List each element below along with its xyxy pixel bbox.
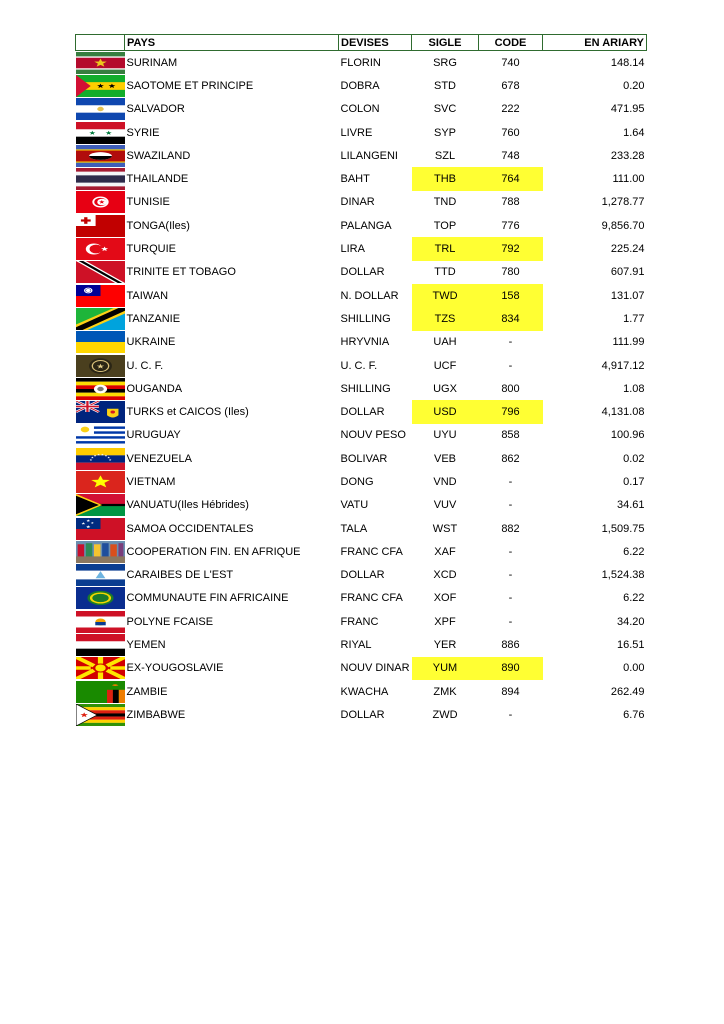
ariary-cell: 6.76: [623, 708, 645, 721]
flag-cell: [76, 284, 125, 307]
table-row: [76, 354, 647, 377]
ariary-cell: 1.77: [623, 312, 645, 325]
flag-cell: [76, 354, 125, 377]
sigle-cell: ZMK: [433, 685, 457, 698]
table-row: [76, 98, 647, 121]
sigle-cell: SRG: [433, 56, 457, 69]
sigle-cell: XAF: [434, 545, 456, 558]
sigle-cell: YUM: [412, 657, 479, 680]
flag-cell: [76, 447, 125, 470]
table-row: [76, 331, 647, 354]
currency-cell: HRYVNIA: [340, 336, 390, 349]
table-row: [76, 74, 647, 97]
flag-cell: [76, 610, 125, 633]
table-row: [76, 191, 647, 214]
ariary-cell: 34.20: [616, 615, 645, 628]
country-cell: TONGA(Iles): [126, 219, 190, 232]
code-cell: 764: [479, 167, 543, 190]
table-row: [76, 470, 647, 493]
table-row: [76, 633, 647, 656]
country-cell: U. C. F.: [126, 359, 164, 372]
table-row: [76, 237, 647, 260]
currency-cell: DOLLAR: [340, 406, 385, 419]
country-cell: YEMEN: [126, 639, 166, 652]
code-cell: 858: [501, 429, 520, 442]
currency-cell: SHILLING: [340, 382, 391, 395]
code-cell: 760: [501, 126, 520, 139]
code-cell: -: [508, 499, 513, 512]
thailand-flag-icon: [76, 168, 125, 190]
ariary-cell: 0.17: [623, 475, 645, 488]
flag-cell: [76, 517, 125, 540]
table-body: [76, 51, 647, 727]
sigle-cell: TWD: [412, 284, 479, 307]
flag-cell: [76, 633, 125, 656]
flag-cell: [76, 703, 125, 726]
code-cell: -: [508, 615, 513, 628]
currency-cell: DINAR: [340, 196, 375, 209]
taiwan-flag-icon: [76, 285, 125, 307]
table-row: [76, 121, 647, 144]
code-cell: 800: [501, 382, 520, 395]
country-cell: CARAIBES DE L'EST: [126, 569, 234, 582]
flag-cell: [76, 494, 125, 517]
yemen-flag-icon: [76, 634, 125, 656]
code-cell: 780: [501, 266, 520, 279]
currency-cell: BOLIVAR: [340, 452, 388, 465]
flag-cell: [76, 51, 125, 75]
code-cell: -: [508, 545, 513, 558]
ariary-cell: 34.61: [616, 499, 645, 512]
currency-cell: RIYAL: [340, 639, 372, 652]
flag-cell: [76, 191, 125, 214]
country-cell: SAMOA OCCIDENTALES: [126, 522, 254, 535]
zimbabwe-flag-icon: [76, 704, 125, 726]
code-cell: -: [508, 708, 513, 721]
trinidad-flag-icon: [76, 261, 125, 283]
table-row: [76, 51, 647, 75]
country-cell: SYRIE: [126, 126, 160, 139]
country-cell: POLYNE FCAISE: [126, 615, 214, 628]
table-row: [76, 494, 647, 517]
code-cell: 678: [501, 79, 520, 92]
sigle-cell: TND: [433, 196, 457, 209]
country-cell: VENEZUELA: [126, 452, 192, 465]
currency-cell: DOBRA: [340, 79, 380, 92]
flag-cell: [76, 237, 125, 260]
sigle-cell: SVC: [433, 103, 457, 116]
east-caribbean-flag-icon: [76, 564, 125, 586]
currency-cell: SHILLING: [340, 312, 391, 325]
country-cell: TURKS et CAICOS (Iles): [126, 406, 249, 419]
ariary-cell: 0.00: [623, 662, 645, 675]
ariary-cell: 111.99: [612, 336, 645, 349]
country-cell: URUGUAY: [126, 429, 181, 442]
ariary-cell: 100.96: [610, 429, 645, 442]
sigle-cell: SYP: [433, 126, 456, 139]
code-cell: 222: [501, 103, 520, 116]
flag-cell: [76, 74, 125, 97]
header-pays: PAYS: [125, 35, 339, 51]
tonga-flag-icon: [76, 215, 125, 237]
ariary-cell: 471.95: [610, 103, 645, 116]
country-cell: UKRAINE: [126, 336, 176, 349]
flag-cell: [76, 587, 125, 610]
table-row: [76, 424, 647, 447]
country-cell: TURQUIE: [126, 243, 176, 256]
ukraine-flag-icon: [76, 331, 125, 353]
sigle-cell: XCD: [433, 569, 457, 582]
flag-cell: [76, 400, 125, 423]
currency-cell: PALANGA: [340, 219, 392, 232]
turkey-flag-icon: [76, 238, 125, 260]
header-flag-cell: [76, 35, 125, 51]
ucf-emblem-icon: [76, 355, 125, 377]
flag-cell: [76, 657, 125, 680]
country-cell: SURINAM: [126, 56, 178, 69]
country-cell: VANUATU(Iles Hébrides): [126, 499, 249, 512]
ariary-cell: 1.64: [623, 126, 645, 139]
flag-cell: [76, 564, 125, 587]
uganda-flag-icon: [76, 378, 125, 400]
ariary-cell: 225.24: [610, 243, 645, 256]
code-cell: -: [508, 569, 513, 582]
ariary-cell: 0.02: [623, 452, 645, 465]
cemac-flags-icon: [76, 541, 125, 563]
currency-cell: VATU: [340, 499, 369, 512]
currency-cell: FRANC CFA: [340, 545, 403, 558]
flag-cell: [76, 307, 125, 330]
country-cell: COOPERATION FIN. EN AFRIQUE: [126, 545, 301, 558]
table-row: [76, 703, 647, 726]
flag-cell: [76, 331, 125, 354]
ariary-cell: 1,509.75: [601, 522, 645, 535]
currency-cell: NOUV PESO: [340, 429, 406, 442]
flag-cell: [76, 540, 125, 563]
table-row: [76, 610, 647, 633]
table-row: [76, 447, 647, 470]
sigle-cell: UYU: [433, 429, 457, 442]
country-cell: VIETNAM: [126, 475, 176, 488]
tunisia-flag-icon: [76, 191, 125, 213]
table-row: [76, 564, 647, 587]
samoa-flag-icon: [76, 518, 125, 540]
country-cell: TUNISIE: [126, 196, 170, 209]
currency-cell: DONG: [340, 475, 374, 488]
country-cell: OUGANDA: [126, 382, 183, 395]
currency-cell: LIRA: [340, 243, 365, 256]
ariary-cell: 6.22: [623, 592, 645, 605]
currency-cell: DOLLAR: [340, 569, 385, 582]
ariary-cell: 9,856.70: [601, 219, 645, 232]
flag-cell: [76, 377, 125, 400]
currency-cell: FRANC: [340, 615, 379, 628]
code-cell: 776: [501, 219, 520, 232]
code-cell: -: [508, 336, 513, 349]
ariary-cell: 1.08: [623, 382, 645, 395]
country-cell: COMMUNAUTE FIN AFRICAINE: [126, 592, 289, 605]
table-row: [76, 540, 647, 563]
swaziland-flag-icon: [76, 145, 125, 167]
header-sigle: SIGLE: [412, 35, 479, 51]
macedonia-flag-icon: [76, 657, 125, 679]
ariary-cell: 148.14: [610, 56, 645, 69]
ariary-cell: 233.28: [610, 149, 645, 162]
country-cell: TANZANIE: [126, 312, 181, 325]
tanzania-flag-icon: [76, 308, 125, 330]
ariary-cell: 0.20: [623, 79, 645, 92]
country-cell: TAIWAN: [126, 289, 169, 302]
ariary-cell: 111.00: [612, 173, 645, 186]
sigle-cell: TRL: [412, 237, 479, 260]
sigle-cell: USD: [412, 400, 479, 423]
table-row: [76, 680, 647, 703]
flag-cell: [76, 214, 125, 237]
venezuela-flag-icon: [76, 448, 125, 470]
currency-cell: LIVRE: [340, 126, 373, 139]
ariary-cell: 16.51: [616, 639, 645, 652]
table-row: [76, 307, 647, 330]
currency-cell: LILANGENI: [340, 149, 398, 162]
currency-cell: DOLLAR: [340, 708, 385, 721]
flag-cell: [76, 424, 125, 447]
country-cell: SAOTOME ET PRINCIPE: [126, 79, 254, 92]
flag-cell: [76, 121, 125, 144]
currency-cell: FRANC CFA: [340, 592, 403, 605]
code-cell: 792: [479, 237, 543, 260]
header-row: [76, 35, 647, 51]
currency-cell: DOLLAR: [340, 266, 385, 279]
sao-tome-flag-icon: [76, 75, 125, 97]
flag-cell: [76, 167, 125, 190]
country-cell: TRINITE ET TOBAGO: [126, 266, 236, 279]
table-row: [76, 261, 647, 284]
code-cell: 788: [501, 196, 520, 209]
code-cell: -: [508, 475, 513, 488]
code-cell: -: [508, 359, 513, 372]
el-salvador-flag-icon: [76, 98, 125, 120]
sigle-cell: STD: [434, 79, 456, 92]
sigle-cell: XPF: [434, 615, 456, 628]
currency-cell: COLON: [340, 103, 380, 116]
code-cell: 894: [501, 685, 520, 698]
table-row: [76, 657, 647, 680]
code-cell: 882: [501, 522, 520, 535]
table-row: [76, 214, 647, 237]
header-devises: DEVISES: [339, 35, 412, 51]
code-cell: 796: [479, 400, 543, 423]
code-cell: 748: [501, 149, 520, 162]
code-cell: 834: [479, 307, 543, 330]
sigle-cell: WST: [432, 522, 458, 535]
flag-cell: [76, 261, 125, 284]
table-row: [76, 167, 647, 190]
sigle-cell: VND: [433, 475, 457, 488]
ariary-cell: 131.07: [610, 289, 645, 302]
sigle-cell: VUV: [433, 499, 457, 512]
sigle-cell: SZL: [434, 149, 456, 162]
currency-cell: N. DOLLAR: [340, 289, 399, 302]
currency-table: [75, 34, 647, 727]
sigle-cell: VEB: [433, 452, 456, 465]
code-cell: -: [508, 592, 513, 605]
country-cell: EX-YOUGOSLAVIE: [126, 662, 224, 675]
table-row: [76, 284, 647, 307]
sigle-cell: TOP: [433, 219, 457, 232]
ariary-cell: 1,278.77: [601, 196, 645, 209]
code-cell: 862: [501, 452, 520, 465]
header-ariary: EN ARIARY: [543, 35, 647, 51]
sigle-cell: ZWD: [432, 708, 458, 721]
turks-caicos-flag-icon: [76, 401, 125, 423]
header-code: CODE: [479, 35, 543, 51]
surinam-flag-icon: [76, 52, 125, 74]
code-cell: 890: [479, 657, 543, 680]
code-cell: 740: [501, 56, 520, 69]
sigle-cell: TZS: [412, 307, 479, 330]
currency-cell: BAHT: [340, 173, 370, 186]
ariary-cell: 4,131.08: [601, 406, 645, 419]
currency-cell: KWACHA: [340, 685, 389, 698]
flag-cell: [76, 470, 125, 493]
sigle-cell: YER: [433, 639, 457, 652]
code-cell: 886: [501, 639, 520, 652]
currency-cell: NOUV DINAR: [340, 662, 410, 675]
uemoa-emblem-icon: [76, 587, 125, 609]
sigle-cell: UAH: [433, 336, 457, 349]
currency-cell: U. C. F.: [340, 359, 378, 372]
syria-flag-icon: [76, 122, 125, 144]
code-cell: 158: [479, 284, 543, 307]
table-row: [76, 144, 647, 167]
currency-sheet: [75, 34, 646, 727]
sigle-cell: UGX: [433, 382, 457, 395]
ariary-cell: 4,917.12: [601, 359, 645, 372]
country-cell: ZIMBABWE: [126, 708, 186, 721]
flag-cell: [76, 680, 125, 703]
table-row: [76, 400, 647, 423]
currency-cell: FLORIN: [340, 56, 381, 69]
flag-cell: [76, 98, 125, 121]
zambia-flag-icon: [76, 681, 125, 703]
sigle-cell: THB: [412, 167, 479, 190]
sigle-cell: TTD: [434, 266, 456, 279]
country-cell: ZAMBIE: [126, 685, 168, 698]
ariary-cell: 607.91: [610, 266, 645, 279]
flag-cell: [76, 144, 125, 167]
country-cell: SALVADOR: [126, 103, 185, 116]
french-polynesia-flag-icon: [76, 611, 125, 633]
ariary-cell: 6.22: [623, 545, 645, 558]
table-row: [76, 377, 647, 400]
currency-cell: TALA: [340, 522, 368, 535]
ariary-cell: 1,524.38: [601, 569, 645, 582]
sigle-cell: XOF: [433, 592, 457, 605]
vietnam-flag-icon: [76, 471, 125, 493]
vanuatu-flag-icon: [76, 494, 125, 516]
country-cell: SWAZILAND: [126, 149, 191, 162]
ariary-cell: 262.49: [610, 685, 645, 698]
country-cell: THAILANDE: [126, 173, 189, 186]
table-row: [76, 587, 647, 610]
svg-text:★: ★: [95, 362, 105, 370]
sigle-cell: UCF: [433, 359, 457, 372]
table-row: [76, 517, 647, 540]
uruguay-flag-icon: [76, 424, 125, 446]
